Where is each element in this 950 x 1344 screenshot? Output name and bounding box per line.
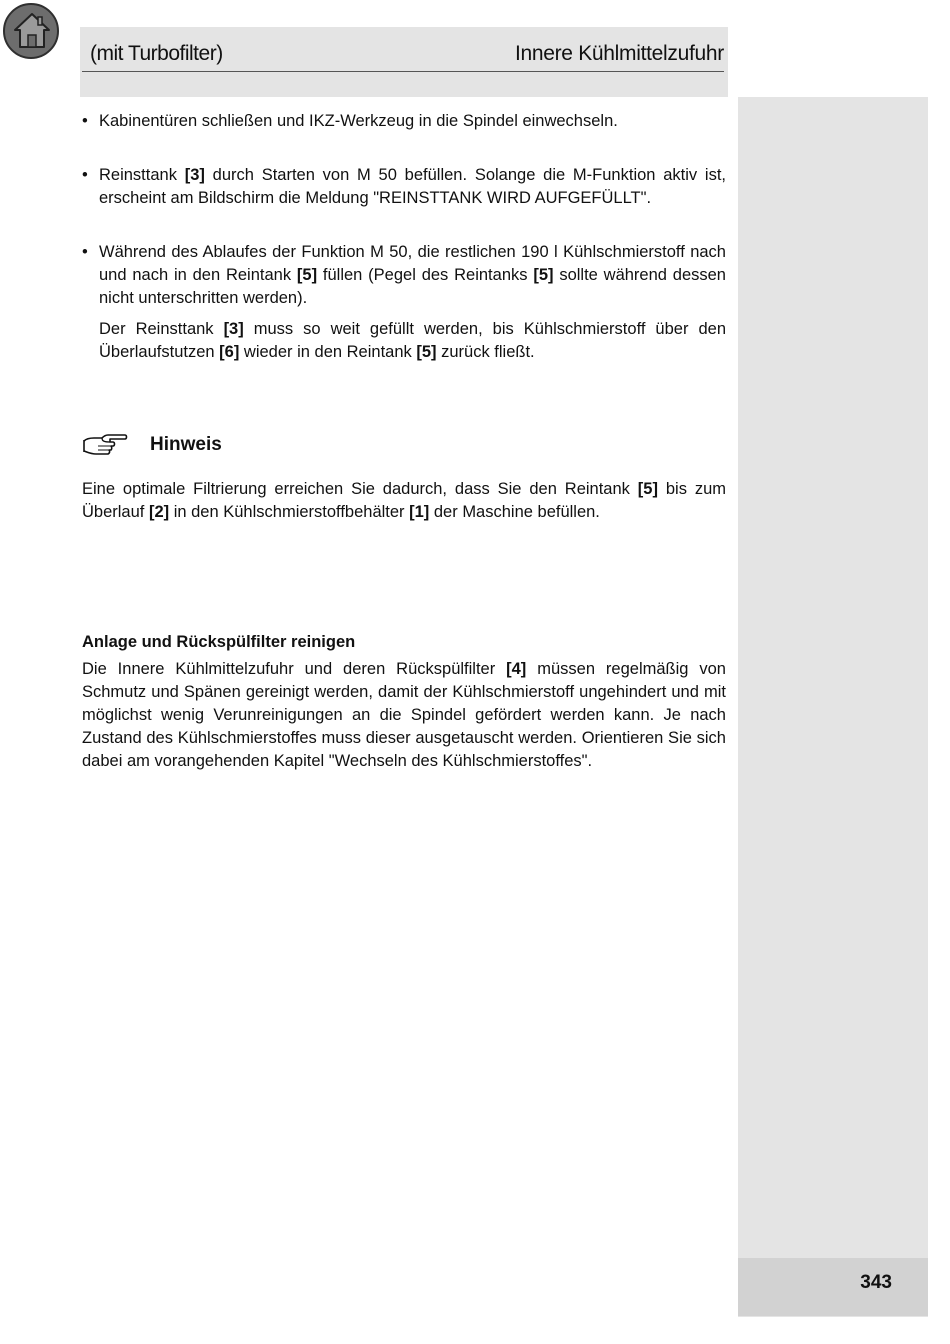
- home-icon: [12, 11, 52, 51]
- bullet-text: Kabinentüren schließen und IKZ-Werkzeug in die Spindel einwechseln.: [99, 112, 618, 130]
- paragraph-text: zurück fließt.: [436, 343, 535, 361]
- reference-number: [3]: [184, 166, 205, 184]
- reference-number: [2]: [148, 503, 170, 521]
- section-text: [82, 658, 726, 773]
- note-title: Hinweis: [150, 434, 222, 455]
- page-number: 343: [860, 1272, 892, 1293]
- bullet-text: sollte während dessen nicht unterschritten werden).: [99, 266, 726, 307]
- bullet-item-1: [82, 110, 726, 133]
- reference-number: [1]: [409, 503, 430, 521]
- home-button[interactable]: [3, 3, 59, 59]
- bullet-text: Reinsttank: [99, 166, 185, 184]
- reference-number: [5]: [637, 480, 658, 498]
- header-left-title: (mit Turbofilter): [90, 42, 223, 65]
- paragraph-text: Eine optimale Filtrierung erreichen Sie dadurch, dass Sie den Reintank: [82, 480, 638, 498]
- reference-number: [5]: [533, 266, 554, 284]
- reference-number: [5]: [416, 343, 437, 361]
- paragraph-text: muss so weit gefüllt werden, bis Kühlschmierstoff über den Überlaufstutzen: [99, 320, 726, 361]
- bullet-text: Während des Ablaufes der Funktion M 50, die restlichen 190 l Kühlschmierstoff nach und nach in den Reintank: [99, 243, 726, 284]
- side-strip: [738, 97, 928, 1317]
- bullet-item-3: [82, 241, 726, 310]
- paragraph-text: Der Reinsttank: [99, 320, 224, 338]
- bullet-item-2: [82, 164, 726, 210]
- note-text: [82, 478, 726, 524]
- paragraph-text: müssen regelmäßig von Schmutz und Spänen gereinigt werden, damit der Kühlschmierstoff ungehindert und mit möglichst wenig Verunreinigungen an die Spindel gefördert werden kann. Je nach Zustand des Kühlschmierstoffes muss dieser ausgetauscht werden. Orientieren Sie sich dabei am vorangehenden Kapitel "Wechseln des Kühlschmierstoffes".: [82, 660, 726, 770]
- paragraph-text: Die Innere Kühlmittelzufuhr und deren Rückspülfilter: [82, 660, 507, 678]
- reference-number: [5]: [296, 266, 318, 284]
- paragraph-text: der Maschine befüllen.: [429, 503, 600, 521]
- paragraph-text: bis zum Überlauf: [82, 480, 726, 521]
- instruction-list: [82, 110, 726, 364]
- header-divider: [82, 71, 724, 72]
- paragraph-text: in den Kühlschmierstoffbehälter: [169, 503, 410, 521]
- bullet-text: füllen (Pegel des Reintanks: [317, 266, 534, 284]
- paragraph-text: wieder in den Reintank: [239, 343, 417, 361]
- note-heading: [82, 432, 382, 462]
- pointing-hand-icon: [82, 432, 128, 458]
- bullet-continuation: [82, 318, 726, 364]
- page-number-box: [738, 1258, 928, 1316]
- bullet-text: durch Starten von M 50 befüllen. Solange die M-Funktion aktiv ist, erscheint am Bildschirm die Meldung "REINSTTANK WIRD AUFGEFÜLLT".: [99, 166, 727, 207]
- header-right-title: Innere Kühlmittelzufuhr: [514, 42, 724, 65]
- section-title: Anlage und Rückspülfilter reinigen: [82, 633, 356, 651]
- reference-number: [6]: [219, 343, 240, 361]
- reference-number: [4]: [506, 660, 527, 678]
- reference-number: [3]: [223, 320, 244, 338]
